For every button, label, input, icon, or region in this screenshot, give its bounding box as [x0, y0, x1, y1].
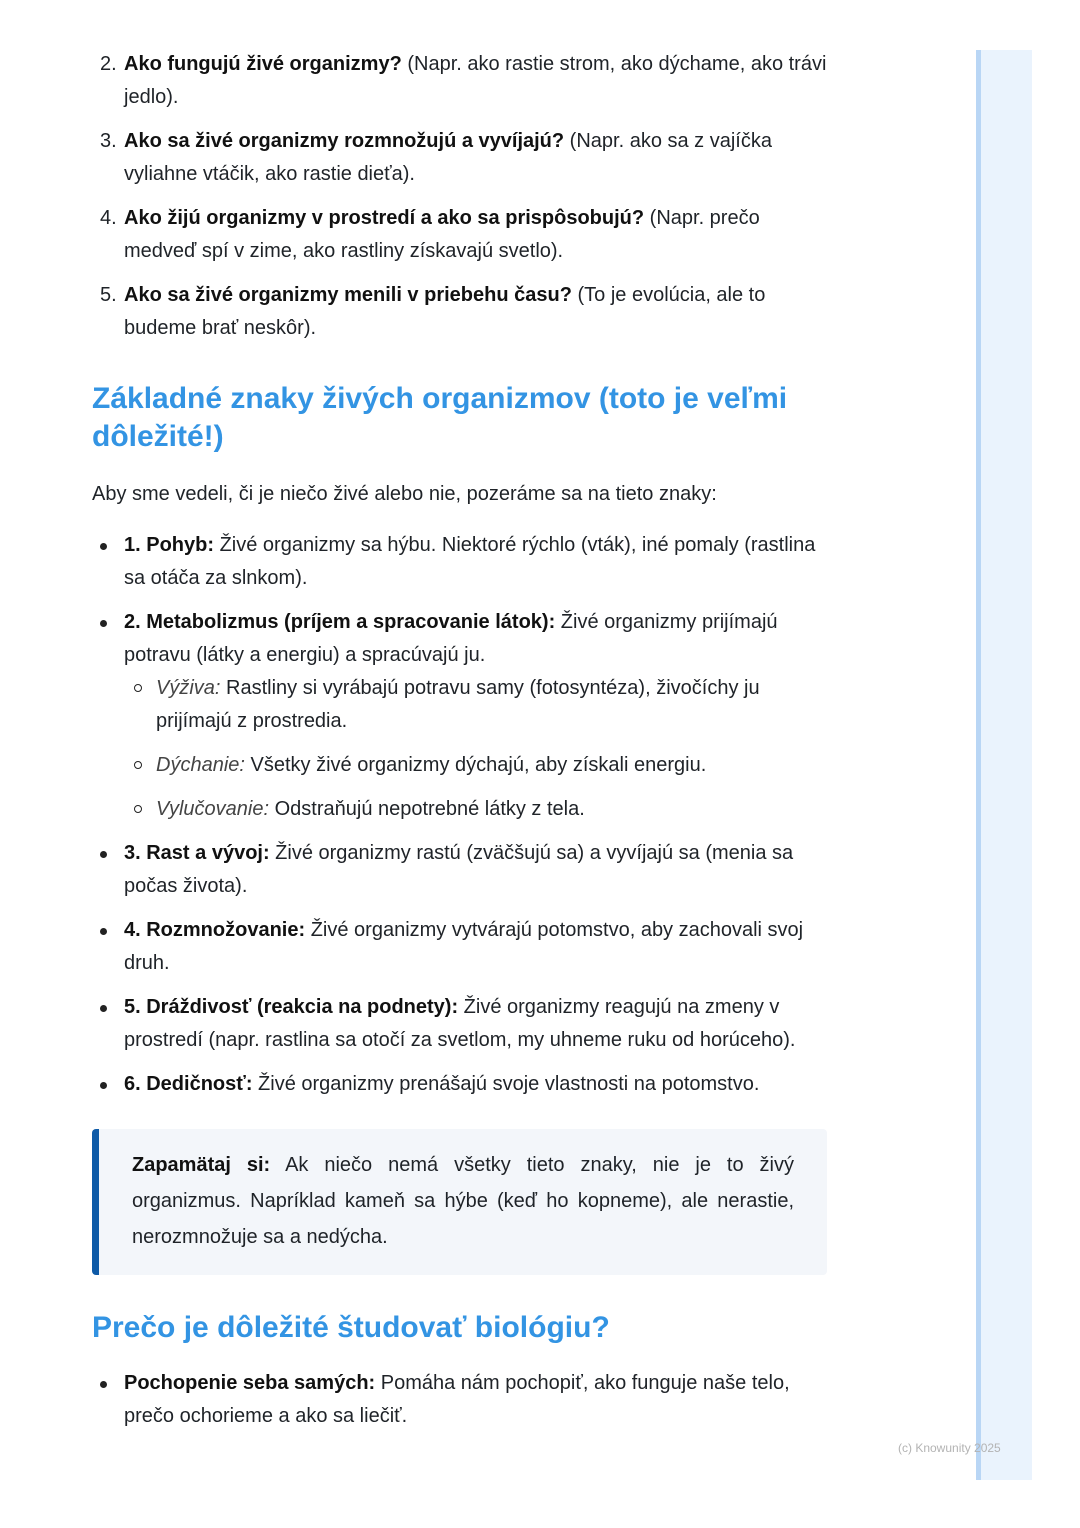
metabolism-sublist: [124, 672, 827, 826]
list-item: [92, 48, 827, 114]
item-bold: 2. Metabolizmus (príjem a spracovanie látok):: [124, 611, 556, 633]
list-item: [92, 279, 827, 345]
item-bold: 6. Dedičnosť:: [124, 1073, 253, 1095]
item-number: 3.: [100, 130, 117, 152]
item-number: 4.: [100, 207, 117, 229]
list-item: [92, 606, 827, 826]
section-heading: Prečo je dôležité študovať biológiu?: [92, 1311, 610, 1344]
item-bold: 5. Dráždivosť (reakcia na podnety):: [124, 996, 459, 1018]
item-text: Živé organizmy prijímajú potravu (látky a energiu) a spracúvajú ju.: [124, 611, 778, 666]
item-italic: Dýchanie:: [156, 754, 245, 776]
sub-list-item: [124, 793, 827, 826]
item-text: (Napr. ako rastie strom, ako dýchame, ako trávi jedlo).: [124, 53, 827, 108]
bullet-icon: [100, 1381, 107, 1388]
item-number: 2.: [100, 53, 117, 75]
item-bold: Ako sa živé organizmy menili v priebehu času?: [124, 284, 572, 306]
item-text: (To je evolúcia, ale to budeme brať neskôr).: [124, 284, 766, 339]
remember-callout: [92, 1129, 827, 1275]
item-bold: Ako žijú organizmy v prostredí a ako sa prispôsobujú?: [124, 207, 645, 229]
item-bold: Pochopenie seba samých:: [124, 1372, 376, 1394]
characteristics-list: [92, 529, 827, 1101]
list-item: [92, 1068, 827, 1101]
section-intro: Aby sme vedeli, či je niečo živé alebo nie, pozeráme sa na tieto znaky:: [92, 483, 717, 505]
item-text: Pomáha nám pochopiť, ako funguje naše telo, prečo ochorieme a ako sa liečiť.: [124, 1372, 790, 1427]
item-number: 5.: [100, 284, 117, 306]
item-text: Rastliny si vyrábajú potravu samy (fotosyntéza), živočíchy ju prijímajú z prostredia.: [156, 677, 760, 732]
list-item: [92, 125, 827, 191]
item-italic: Výživa:: [156, 677, 221, 699]
item-text: Živé organizmy reagujú na zmeny v prostredí (napr. rastlina sa otočí za svetlom, my uhneme ruku od horúceho).: [124, 996, 796, 1051]
sidebar-panel: [976, 50, 1032, 1480]
item-text: Odstraňujú nepotrebné látky z tela.: [269, 798, 585, 820]
sub-list-item: [124, 749, 827, 782]
item-bold: 3. Rast a vývoj:: [124, 842, 270, 864]
document-content: [92, 48, 827, 1444]
item-text: (Napr. prečo medveď spí v zime, ako rastliny získavajú svetlo).: [124, 207, 760, 262]
item-text: Živé organizmy vytvárajú potomstvo, aby zachovali svoj druh.: [124, 919, 804, 974]
section-heading: Základné znaky živých organizmov (toto je veľmi dôležité!): [92, 382, 788, 453]
circle-bullet-icon: [134, 761, 142, 769]
item-bold: Ako sa živé organizmy rozmnožujú a vyvíjajú?: [124, 130, 565, 152]
list-item: [92, 1367, 827, 1433]
item-bold: 4. Rozmnožovanie:: [124, 919, 306, 941]
numbered-list: [92, 48, 827, 345]
bullet-icon: [100, 928, 107, 935]
callout-bold: Zapamätaj si:: [132, 1154, 271, 1176]
list-item: [92, 914, 827, 980]
bullet-icon: [100, 543, 107, 550]
item-text: Živé organizmy prenášajú svoje vlastnosti na potomstvo.: [252, 1073, 760, 1095]
bullet-icon: [100, 1082, 107, 1089]
reasons-list: [92, 1367, 827, 1433]
circle-bullet-icon: [134, 684, 142, 692]
bullet-icon: [100, 620, 107, 627]
item-bold: Ako fungujú živé organizmy?: [124, 53, 402, 75]
sidebar-border: [976, 50, 981, 1480]
circle-bullet-icon: [134, 805, 142, 813]
list-item: [92, 837, 827, 903]
bullet-icon: [100, 851, 107, 858]
item-bold: 1. Pohyb:: [124, 534, 215, 556]
sub-list-item: [124, 672, 827, 738]
item-text: Živé organizmy sa hýbu. Niektoré rýchlo (vták), iné pomaly (rastlina sa otáča za slnkom).: [124, 534, 816, 589]
bullet-icon: [100, 1005, 107, 1012]
item-italic: Vylučovanie:: [156, 798, 270, 820]
copyright-footer: (c) Knowunity 2025: [898, 1441, 1001, 1455]
list-item: [92, 529, 827, 595]
list-item: [92, 991, 827, 1057]
list-item: [92, 202, 827, 268]
item-text: (Napr. ako sa z vajíčka vyliahne vtáčik, ako rastie dieťa).: [124, 130, 772, 185]
item-text: Všetky živé organizmy dýchajú, aby získali energiu.: [244, 754, 707, 776]
callout-text: Ak niečo nemá všetky tieto znaky, nie je to živý organizmus. Napríklad kameň sa hýbe (keď ho kopneme), ale nerastie, nerozmnožuje sa a nedýcha.: [132, 1154, 794, 1248]
item-text: Živé organizmy rastú (zväčšujú sa) a vyvíjajú sa (menia sa počas života).: [124, 842, 794, 897]
